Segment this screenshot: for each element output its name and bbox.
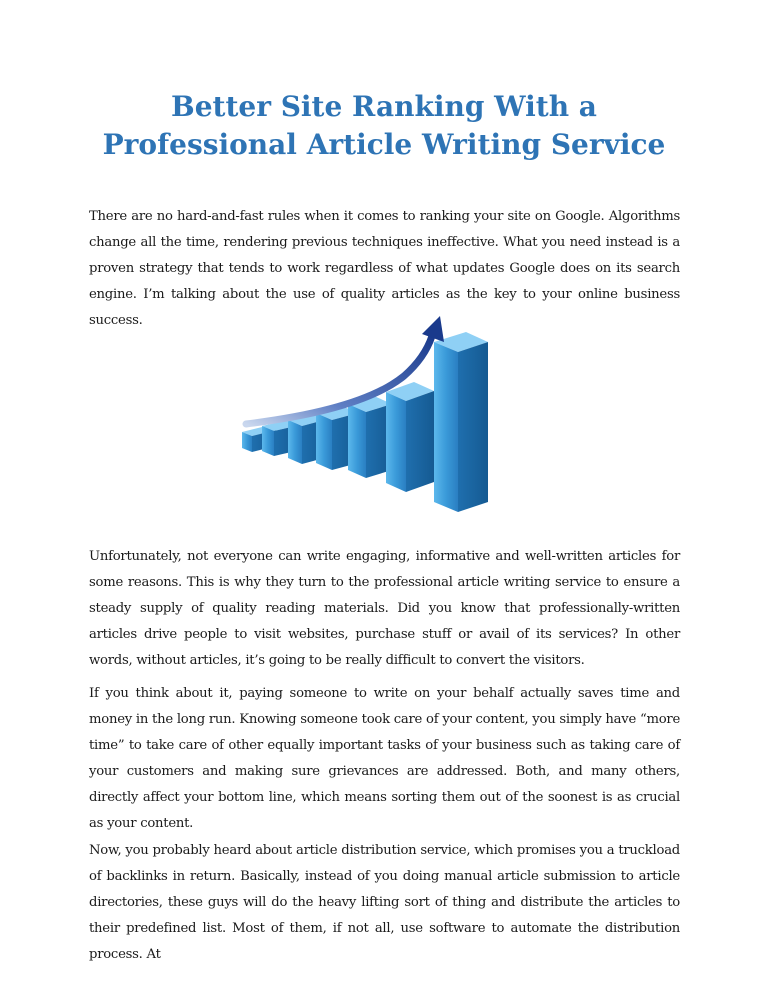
paragraph-3: If you think about it, paying someone to write on your behalf actually saves time and money in the long run. Knowing someone took care of your content, you simply have “more time” to take care of other equally important tasks of your business such as taking care of your customers and making sure grievances are addressed. Both, and many others, directly affect your bottom line, which means sorting them out of the soonest is as crucial as your content. bbox=[89, 686, 681, 831]
growth-chart-illustration bbox=[232, 312, 514, 526]
paragraph-intro: There are no hard-and-fast rules when it comes to ranking your site on Google. Algorithms change all the time, rendering previous techniques ineffective. What you need instead is a proven strategy that tends to work regardless of what updates Google does on its search engine. I’m talking about the use of quality articles as the key to your online business success. bbox=[89, 209, 680, 328]
title-line-2: Professional Article Writing Service bbox=[102, 128, 666, 161]
bar-5 bbox=[348, 396, 392, 478]
growth-bar-chart-icon bbox=[232, 312, 514, 526]
bar-6 bbox=[386, 382, 434, 492]
paragraph-2: Unfortunately, not everyone can write engaging, informative and well-written articles for some reasons. This is why they turn to the professional article writing service to ensure a steady supply of quality reading materials. Did you know that professionally-written articles drive people to visit websites, purchase stuff or avail of its services? In other words, without articles, it’s going to be really difficult to convert the visitors. bbox=[89, 549, 680, 668]
paragraph-4: Now, you probably heard about article distribution service, which promises you a truckload of backlinks in return. Basically, instead of you doing manual article submission to article directories, these guys will do the heavy lifting sort of thing and distribute the articles to their predefined list. Most of them, if not all, use software to automate the distribution process. At bbox=[89, 843, 680, 962]
document-title bbox=[60, 88, 708, 164]
title-line-1: Better Site Ranking With a bbox=[171, 90, 597, 123]
bar-7 bbox=[434, 332, 488, 512]
